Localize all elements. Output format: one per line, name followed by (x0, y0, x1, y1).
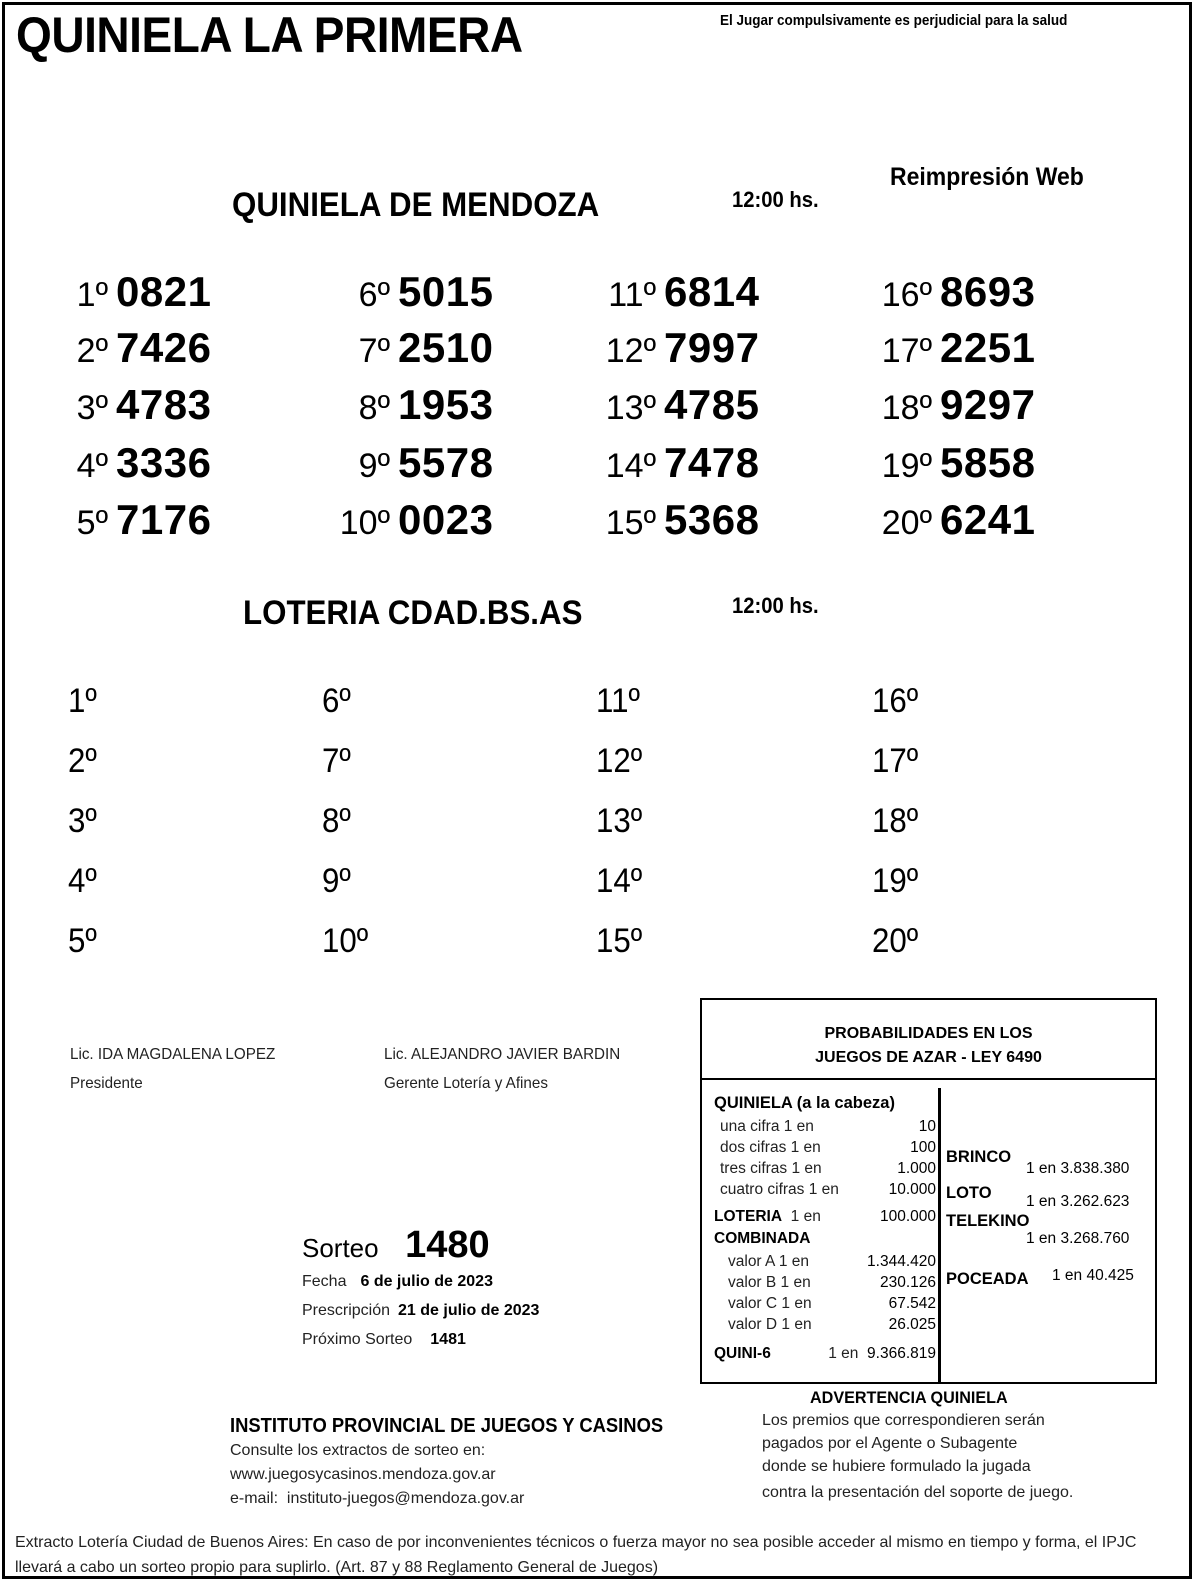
mendoza-result-9 (320, 439, 493, 487)
mendoza-result-19 (872, 439, 1035, 487)
reprint-label: Reimpresión Web (890, 163, 1084, 191)
combinada-prob-title: COMBINADA (714, 1230, 811, 1247)
result-position: 10º (339, 504, 390, 542)
quiniela-prob-value: 10 (918, 1118, 936, 1135)
buenos-aires-position-5: 5º (68, 922, 97, 960)
quiniela-prob-row (720, 1179, 936, 1200)
quiniela-prob-label: dos cifras 1 en (720, 1139, 821, 1156)
combinada-prob-value: 230.126 (879, 1274, 936, 1291)
advertencia-title: ADVERTENCIA QUINIELA (810, 1388, 1008, 1407)
mendoza-result-14 (596, 439, 759, 487)
buenos-aires-position-17: 17º (872, 742, 919, 780)
combinada-prob-value: 26.025 (888, 1316, 936, 1333)
result-position: 14º (605, 447, 656, 485)
poceada-prob-value: 1 en 40.425 (1052, 1267, 1134, 1284)
probabilities-left-column (714, 1094, 936, 1364)
combinada-prob-row (728, 1251, 936, 1272)
result-position: 4º (76, 447, 108, 485)
result-number: 4783 (116, 381, 212, 428)
mendoza-result-17 (872, 324, 1035, 372)
result-position: 3º (76, 389, 108, 427)
advertencia-line-1: Los premios que correspondieren serán (762, 1412, 1045, 1429)
advertencia-line-4: contra la presentación del soporte de juego. (762, 1484, 1074, 1501)
sorteo-label: Sorteo (302, 1233, 379, 1263)
result-position: 5º (76, 504, 108, 542)
mendoza-result-4 (68, 439, 211, 487)
buenos-aires-position-18: 18º (872, 802, 919, 840)
mendoza-result-8 (320, 381, 493, 429)
combinada-prob-value: 67.542 (888, 1295, 936, 1312)
buenos-aires-position-8: 8º (322, 802, 351, 840)
combinada-prob-row (728, 1293, 936, 1314)
buenos-aires-position-15: 15º (596, 922, 643, 960)
fecha-label: Fecha (302, 1273, 347, 1290)
result-number: 0023 (398, 496, 494, 543)
mendoza-result-12 (596, 324, 759, 372)
institute-email-label: e-mail: (230, 1490, 279, 1507)
advertencia-line-2: pagados por el Agente o Subagente (762, 1435, 1018, 1452)
brinco-prob-label: BRINCO (946, 1148, 1012, 1166)
buenos-aires-position-14: 14º (596, 862, 643, 900)
quiniela-prob-value: 10.000 (888, 1181, 936, 1198)
buenos-aires-position-13: 13º (596, 802, 643, 840)
footer-disclaimer: Extracto Lotería Ciudad de Buenos Aires: En caso de por inconvenientes técnicos o fuerza mayor no sea posible acceder al mismo en tiempo y forma, el IPJC llevará a cabo un sorteo propio para suplirlo. (Art. 87 y 88 Reglamento General de Juegos) (15, 1534, 1137, 1576)
combinada-prob-value: 1.344.420 (867, 1253, 936, 1270)
result-position: 6º (358, 276, 390, 314)
quiniela-prob-row (720, 1158, 936, 1179)
combinada-prob-label: valor A 1 en (728, 1253, 810, 1270)
mendoza-result-5 (68, 496, 211, 544)
institute-consult-text: Consulte los extractos de sorteo en: (230, 1442, 486, 1459)
result-position: 11º (608, 276, 656, 314)
buenos-aires-position-2: 2º (68, 742, 97, 780)
institute-email-link[interactable]: instituto-juegos@mendoza.gov.ar (286, 1490, 525, 1507)
proximo-sorteo-row (302, 1331, 466, 1349)
health-warning: El Jugar compulsivamente es perjudicial para la salud (720, 12, 1068, 29)
poceada-prob-label: POCEADA (946, 1270, 1029, 1288)
quiniela-prob-value: 1.000 (897, 1160, 936, 1177)
quini6-prob-value: 9.366.819 (867, 1345, 936, 1362)
mendoza-result-7 (320, 324, 493, 372)
buenos-aires-position-9: 9º (322, 862, 351, 900)
proximo-sorteo-value: 1481 (430, 1331, 466, 1348)
result-number: 5015 (398, 268, 494, 315)
result-number: 2251 (940, 324, 1036, 371)
quiniela-prob-title: QUINIELA (a la cabeza) (714, 1094, 895, 1112)
advertencia-line-3: donde se hubiere formulado la jugada (762, 1458, 1031, 1475)
proximo-sorteo-label: Próximo Sorteo (302, 1331, 413, 1348)
combinada-prob-label: valor D 1 en (728, 1316, 812, 1333)
result-position: 19º (881, 447, 932, 485)
mendoza-title: QUINIELA DE MENDOZA (232, 186, 600, 224)
buenos-aires-position-16: 16º (872, 682, 919, 720)
mendoza-result-18 (872, 381, 1035, 429)
prescripcion-label: Prescripción (302, 1302, 391, 1319)
mendoza-result-10 (320, 496, 493, 544)
brinco-prob-value: 1 en 3.838.380 (1026, 1160, 1130, 1177)
mendoza-result-11 (596, 268, 759, 316)
result-position: 13º (605, 389, 656, 427)
result-number: 5368 (664, 496, 760, 543)
result-position: 8º (358, 389, 390, 427)
result-number: 7997 (664, 324, 760, 371)
signature-name-1: Lic. IDA MAGDALENA LOPEZ (70, 1046, 276, 1063)
mendoza-result-16 (872, 268, 1035, 316)
mendoza-time: 12:00 hs. (732, 187, 819, 212)
loto-prob-label: LOTO (946, 1184, 992, 1202)
quiniela-prob-label: una cifra 1 en (720, 1118, 814, 1135)
buenos-aires-position-11: 11º (596, 682, 640, 720)
result-position: 7º (358, 332, 390, 370)
probabilities-title-line1: PROBABILIDADES EN LOS (824, 1025, 1033, 1042)
buenos-aires-position-20: 20º (872, 922, 919, 960)
result-number: 4785 (664, 381, 760, 428)
loto-prob-value: 1 en 3.262.623 (1026, 1193, 1130, 1210)
result-position: 20º (881, 504, 932, 542)
result-position: 1º (76, 276, 108, 314)
combinada-prob-label: valor B 1 en (728, 1274, 811, 1291)
result-number: 5578 (398, 439, 494, 486)
result-number: 2510 (398, 324, 494, 371)
loteria-prob-label: LOTERIA (714, 1208, 783, 1225)
telekino-prob-label: TELEKINO (946, 1212, 1030, 1230)
mendoza-result-15 (596, 496, 759, 544)
quini6-prob-row (714, 1343, 936, 1364)
result-number: 6814 (664, 268, 760, 315)
result-position: 18º (881, 389, 932, 427)
buenos-aires-title: LOTERIA CDAD.BS.AS (243, 594, 583, 632)
result-position: 9º (358, 447, 390, 485)
quiniela-prob-rows (714, 1116, 936, 1200)
signature-role-1: Presidente (70, 1075, 143, 1092)
probabilities-title-line2: JUEGOS DE AZAR - LEY 6490 (815, 1049, 1042, 1066)
result-position: 16º (881, 276, 932, 314)
buenos-aires-position-4: 4º (68, 862, 97, 900)
mendoza-result-20 (872, 496, 1035, 544)
institute-email-row (230, 1490, 524, 1508)
result-number: 1953 (398, 381, 494, 428)
result-number: 9297 (940, 381, 1036, 428)
quiniela-prob-row (720, 1137, 936, 1158)
result-number: 7426 (116, 324, 212, 371)
quiniela-prob-label: cuatro cifras 1 en (720, 1181, 839, 1198)
probabilities-divider (938, 1088, 941, 1384)
sorteo-number: 1480 (405, 1224, 490, 1266)
buenos-aires-position-19: 19º (872, 862, 919, 900)
result-number: 7478 (664, 439, 760, 486)
mendoza-result-13 (596, 381, 759, 429)
quiniela-prob-row (720, 1116, 936, 1137)
buenos-aires-time: 12:00 hs. (732, 593, 819, 618)
result-number: 5858 (940, 439, 1036, 486)
institute-website-link[interactable]: www.juegosycasinos.mendoza.gov.ar (230, 1466, 496, 1483)
quiniela-prob-label: tres cifras 1 en (720, 1160, 822, 1177)
mendoza-result-1 (68, 268, 211, 316)
document-title: QUINIELA LA PRIMERA (16, 7, 523, 63)
telekino-prob-value: 1 en 3.268.760 (1026, 1230, 1130, 1247)
signature-role-2: Gerente Lotería y Afines (384, 1075, 548, 1092)
prescripcion-value: 21 de julio de 2023 (398, 1302, 540, 1319)
combinada-prob-row (728, 1314, 936, 1335)
buenos-aires-position-12: 12º (596, 742, 643, 780)
prescripcion-row (302, 1302, 539, 1320)
result-position: 17º (881, 332, 932, 370)
result-position: 15º (605, 504, 656, 542)
quiniela-prob-value: 100 (910, 1139, 936, 1156)
fecha-value: 6 de julio de 2023 (360, 1273, 493, 1290)
result-number: 7176 (116, 496, 212, 543)
combinada-prob-label: valor C 1 en (728, 1295, 812, 1312)
mendoza-result-2 (68, 324, 211, 372)
fecha-row (302, 1273, 493, 1291)
loteria-prob-row (714, 1206, 936, 1227)
result-position: 2º (76, 332, 108, 370)
institute-title: INSTITUTO PROVINCIAL DE JUEGOS Y CASINOS (230, 1415, 664, 1437)
buenos-aires-position-10: 10º (322, 922, 369, 960)
mendoza-result-6 (320, 268, 493, 316)
result-number: 8693 (940, 268, 1036, 315)
buenos-aires-position-7: 7º (322, 742, 351, 780)
quini6-prob-en: 1 en (828, 1345, 859, 1362)
result-position: 12º (605, 332, 656, 370)
probabilities-header (702, 1000, 1155, 1080)
result-number: 0821 (116, 268, 212, 315)
result-number: 6241 (940, 496, 1036, 543)
buenos-aires-position-6: 6º (322, 682, 351, 720)
loteria-prob-value: 100.000 (879, 1208, 936, 1225)
loteria-prob-en: 1 en (790, 1208, 821, 1225)
signature-name-2: Lic. ALEJANDRO JAVIER BARDIN (384, 1046, 621, 1063)
probabilities-box (700, 998, 1157, 1384)
buenos-aires-position-1: 1º (68, 682, 97, 720)
buenos-aires-position-3: 3º (68, 802, 97, 840)
sorteo-block (302, 1224, 490, 1267)
mendoza-result-3 (68, 381, 211, 429)
combinada-prob-rows (714, 1251, 936, 1335)
quini6-prob-label: QUINI-6 (714, 1345, 771, 1362)
combinada-prob-row (728, 1272, 936, 1293)
result-number: 3336 (116, 439, 212, 486)
